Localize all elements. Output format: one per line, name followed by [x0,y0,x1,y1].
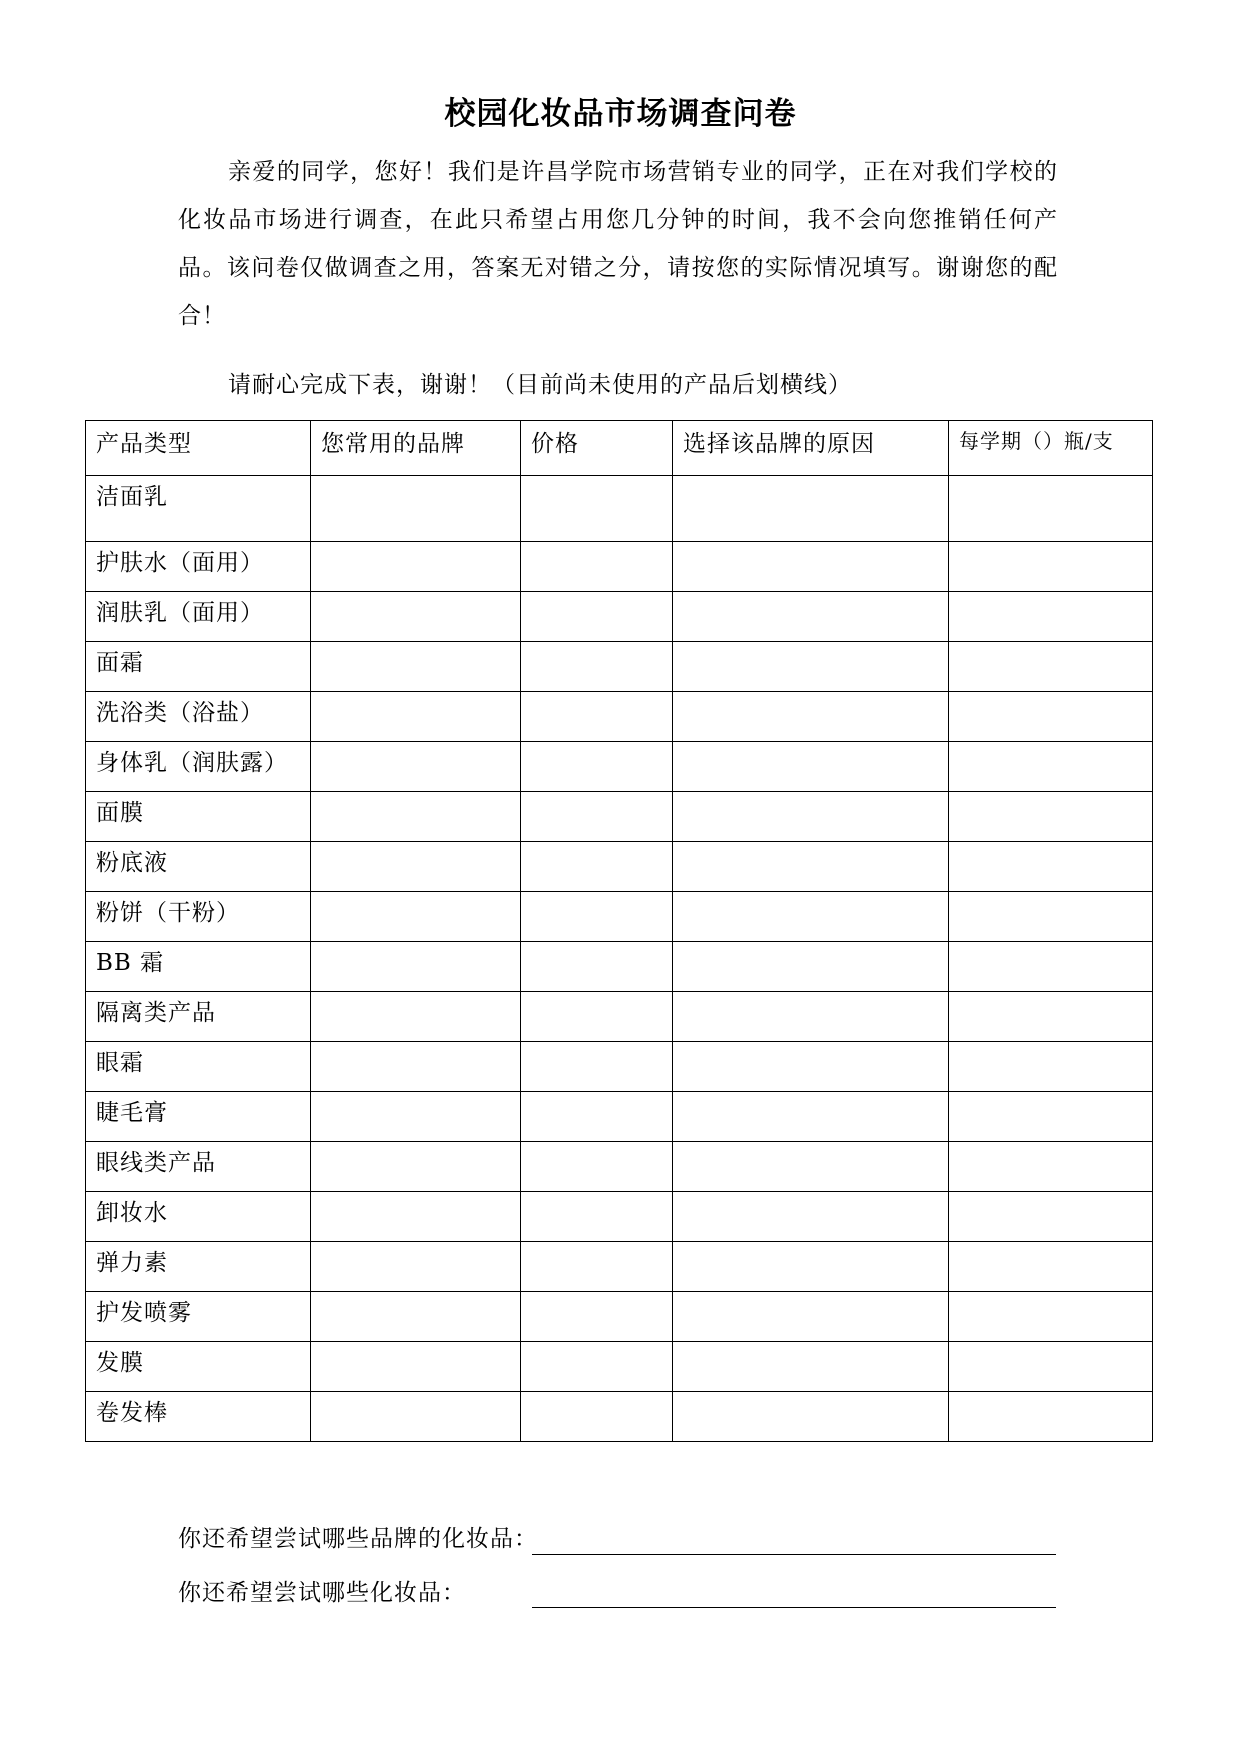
table-row [86,1092,1153,1142]
question-brands-blank[interactable] [532,1554,1056,1555]
reason-cell[interactable] [673,1342,949,1392]
reason-cell[interactable] [673,592,949,642]
price-cell[interactable] [521,1092,673,1142]
quantity-cell[interactable] [949,842,1153,892]
brand-cell[interactable] [311,692,521,742]
quantity-cell[interactable] [949,1342,1153,1392]
quantity-cell[interactable] [949,1242,1153,1292]
quantity-cell[interactable] [949,592,1153,642]
product-type-cell: BB 霜 [86,942,311,992]
quantity-cell[interactable] [949,1142,1153,1192]
product-type-cell: 发膜 [86,1342,311,1392]
table-row [86,1242,1153,1292]
product-type-cell: 粉饼（干粉） [86,892,311,942]
reason-cell[interactable] [673,942,949,992]
quantity-cell[interactable] [949,792,1153,842]
quantity-cell[interactable] [949,542,1153,592]
price-cell[interactable] [521,842,673,892]
table-row [86,1292,1153,1342]
table-instruction: 请耐心完成下表，谢谢！（目前尚未使用的产品后划横线） [228,372,852,398]
reason-cell[interactable] [673,992,949,1042]
table-row [86,942,1153,992]
table-row [86,742,1153,792]
brand-cell[interactable] [311,1192,521,1242]
reason-cell[interactable] [673,1292,949,1342]
price-cell[interactable] [521,1292,673,1342]
reason-cell[interactable] [673,1042,949,1092]
table-row [86,792,1153,842]
brand-cell[interactable] [311,1342,521,1392]
table-row [86,476,1153,542]
reason-cell[interactable] [673,842,949,892]
quantity-cell[interactable] [949,642,1153,692]
header-price: 价格 [521,421,673,476]
quantity-cell[interactable] [949,1042,1153,1092]
product-type-cell: 护肤水（面用） [86,542,311,592]
brand-cell[interactable] [311,592,521,642]
table-row [86,592,1153,642]
question-products-blank[interactable] [532,1607,1056,1608]
quantity-cell[interactable] [949,1192,1153,1242]
brand-cell[interactable] [311,476,521,542]
price-cell[interactable] [521,1392,673,1442]
table-row [86,842,1153,892]
brand-cell[interactable] [311,1042,521,1092]
brand-cell[interactable] [311,1092,521,1142]
price-cell[interactable] [521,1242,673,1292]
price-cell[interactable] [521,476,673,542]
product-type-cell: 护发喷雾 [86,1292,311,1342]
brand-cell[interactable] [311,892,521,942]
product-type-cell: 面膜 [86,792,311,842]
table-row [86,1342,1153,1392]
price-cell[interactable] [521,942,673,992]
question-brands-label: 你还希望尝试哪些品牌的化妆品： [178,1526,538,1552]
page-title: 校园化妆品市场调查问卷 [444,96,797,132]
price-cell[interactable] [521,542,673,592]
brand-cell[interactable] [311,742,521,792]
reason-cell[interactable] [673,1142,949,1192]
product-type-cell: 洗浴类（浴盐） [86,692,311,742]
quantity-cell[interactable] [949,992,1153,1042]
intro-paragraph: 亲爱的同学，您好！我们是许昌学院市场营销专业的同学，正在对我们学校的化妆品市场进行调查，在此只希望占用您几分钟的时间，我不会向您推销任何产品。该问卷仅做调查之用，答案无对错之分，请按您的实际情况填写。谢谢您的配合！ [178,159,1058,329]
product-type-cell: 身体乳（润肤露） [86,742,311,792]
quantity-cell[interactable] [949,892,1153,942]
reason-cell[interactable] [673,476,949,542]
price-cell[interactable] [521,1142,673,1192]
product-type-cell: 隔离类产品 [86,992,311,1042]
product-type-cell: 面霜 [86,642,311,692]
table-row [86,1392,1153,1442]
question-products-label: 你还希望尝试哪些化妆品： [178,1580,466,1606]
table-row [86,1192,1153,1242]
price-cell[interactable] [521,592,673,642]
product-type-cell: 卷发棒 [86,1392,311,1442]
reason-cell[interactable] [673,892,949,942]
reason-cell[interactable] [673,792,949,842]
product-type-cell: 粉底液 [86,842,311,892]
price-cell[interactable] [521,1342,673,1392]
table-row [86,542,1153,592]
quantity-cell[interactable] [949,742,1153,792]
reason-cell[interactable] [673,542,949,592]
table-row [86,992,1153,1042]
header-reason: 选择该品牌的原因 [673,421,949,476]
reason-cell[interactable] [673,1092,949,1142]
price-cell[interactable] [521,892,673,942]
table-header-row [86,421,1153,476]
price-cell[interactable] [521,1192,673,1242]
quantity-cell[interactable] [949,692,1153,742]
brand-cell[interactable] [311,942,521,992]
brand-cell[interactable] [311,1392,521,1442]
price-cell[interactable] [521,742,673,792]
brand-cell[interactable] [311,1292,521,1342]
table-row [86,892,1153,942]
product-type-cell: 弹力素 [86,1242,311,1292]
reason-cell[interactable] [673,1192,949,1242]
brand-cell[interactable] [311,792,521,842]
table-row [86,642,1153,692]
quantity-cell[interactable] [949,1392,1153,1442]
brand-cell[interactable] [311,642,521,692]
product-type-cell: 眼线类产品 [86,1142,311,1192]
quantity-cell[interactable] [949,1292,1153,1342]
table-row [86,692,1153,742]
reason-cell[interactable] [673,1242,949,1292]
quantity-cell[interactable] [949,476,1153,542]
product-type-cell: 洁面乳 [86,476,311,542]
price-cell[interactable] [521,1042,673,1092]
reason-cell[interactable] [673,1392,949,1442]
product-type-cell: 睫毛膏 [86,1092,311,1142]
quantity-cell[interactable] [949,942,1153,992]
product-type-cell: 润肤乳（面用） [86,592,311,642]
product-type-cell: 卸妆水 [86,1192,311,1242]
price-cell[interactable] [521,992,673,1042]
reason-cell[interactable] [673,642,949,692]
survey-table [85,420,1153,1442]
quantity-cell[interactable] [949,1092,1153,1142]
brand-cell[interactable] [311,542,521,592]
brand-cell[interactable] [311,992,521,1042]
price-cell[interactable] [521,642,673,692]
brand-cell[interactable] [311,1242,521,1292]
brand-cell[interactable] [311,842,521,892]
brand-cell[interactable] [311,1142,521,1192]
reason-cell[interactable] [673,742,949,792]
product-type-cell: 眼霜 [86,1042,311,1092]
price-cell[interactable] [521,792,673,842]
header-product-type: 产品类型 [86,421,311,476]
reason-cell[interactable] [673,692,949,742]
header-quantity: 每学期（）瓶/支 [949,421,1153,476]
table-row [86,1042,1153,1092]
table-row [86,1142,1153,1192]
price-cell[interactable] [521,692,673,742]
header-brand: 您常用的品牌 [311,421,521,476]
